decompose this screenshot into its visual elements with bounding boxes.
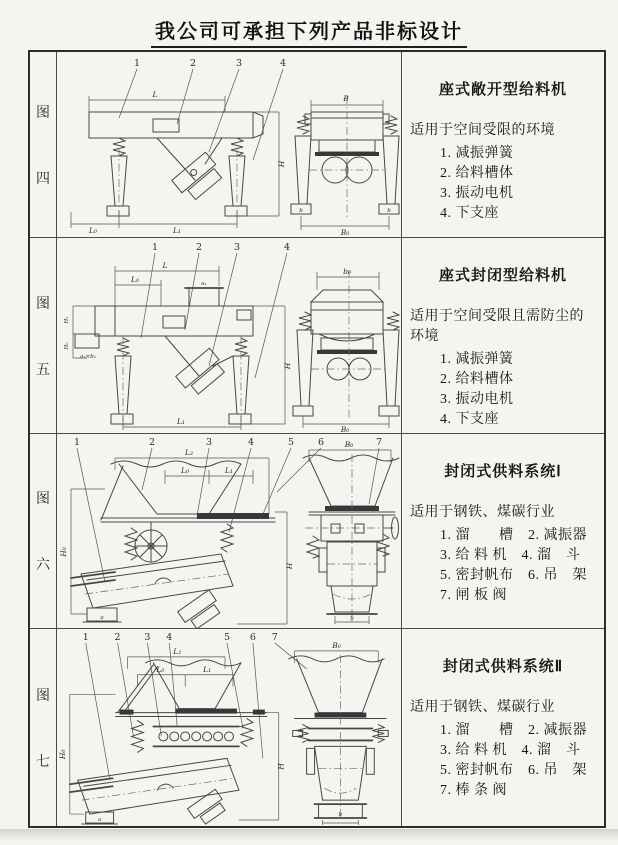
dim-L0: L₀ [89, 226, 97, 235]
dim-L0: L₀ [156, 664, 165, 674]
table-row-fig4 [30, 52, 604, 237]
part-item: 2. 给料槽体 [440, 166, 514, 181]
product-title: 封闭式供料系统Ⅰ [444, 464, 562, 480]
product-title: 座式敞开型给料机 [438, 82, 567, 98]
dim-L2: L₂ [185, 448, 193, 457]
side-view [59, 448, 294, 628]
product-parts-list [410, 144, 596, 224]
figure-label-char: 六 [36, 558, 50, 573]
part-item: 5. 密封帆布 6. 吊 架 [440, 568, 587, 583]
product-title: 封闭式供料系统Ⅱ [442, 659, 564, 675]
callout-1: 1 [151, 242, 159, 253]
dim-a1: a₁ [201, 281, 207, 287]
dim-L1: L₁ [173, 226, 181, 235]
drawing-cell [57, 238, 401, 433]
dim-H: H [283, 362, 292, 370]
callout-2: 2 [114, 631, 121, 643]
figure-label [30, 629, 57, 826]
part-item: 3. 给 料 机 4. 溜 斗 [440, 743, 581, 758]
figure-label [30, 434, 57, 628]
front-view [289, 641, 388, 825]
product-application: 适用于钢铁、煤碳行业 [410, 700, 555, 715]
product-info [401, 434, 604, 628]
dim-L2: L₂ [173, 646, 182, 656]
dim-L1: L₁ [177, 417, 185, 426]
page-title [0, 15, 618, 44]
dim-L1: L₁ [203, 664, 212, 674]
part-item: 1. 减振弹簧 [440, 146, 514, 161]
dim-H1: H₁ [64, 316, 70, 324]
callout-2: 2 [195, 242, 203, 253]
dim-H: H [277, 160, 286, 168]
dim-foot-b: b [387, 208, 391, 214]
part-item: 3. 振动电机 [440, 186, 514, 201]
part-item: 2. 给料槽体 [440, 372, 514, 387]
dim-a: a [98, 817, 102, 824]
vibration-motor [172, 152, 225, 203]
figure-label-char: 五 [36, 362, 50, 378]
dim-B: B [343, 94, 349, 103]
drawing-cell [57, 434, 401, 628]
dim-b: b [338, 812, 343, 819]
product-application: 适用于钢铁、煤碳行业 [410, 505, 555, 520]
part-item: 3. 振动电机 [440, 392, 514, 407]
callout-1: 1 [133, 58, 141, 69]
side-view [58, 647, 286, 826]
technical-drawing-fig7 [57, 629, 401, 826]
table-row-fig5 [30, 237, 604, 433]
front-view [291, 94, 399, 237]
front-view [293, 267, 399, 433]
callout-3: 3 [205, 437, 213, 448]
handwheel-gate-valve [135, 522, 167, 562]
figure-label-char: 图 [36, 688, 50, 704]
dim-H0: H₀ [59, 547, 68, 557]
dim-H: H [276, 763, 286, 770]
callout-2: 2 [189, 58, 197, 69]
callout-7: 7 [375, 437, 383, 448]
callouts [119, 58, 286, 160]
callout-4: 4 [283, 242, 291, 253]
technical-drawing-fig4 [57, 52, 401, 237]
front-view [303, 440, 399, 624]
callouts [83, 632, 307, 778]
product-parts-list [410, 526, 596, 606]
technical-drawing-fig5 [57, 238, 401, 433]
callout-5: 5 [287, 437, 295, 448]
dim-L: L [162, 261, 168, 270]
dim-b0: b₀ [343, 267, 351, 276]
figure-label-char: 图 [36, 296, 50, 312]
dim-foot-b: b [299, 208, 303, 214]
dim-L0: L₀ [181, 466, 189, 475]
callout-2: 2 [148, 437, 156, 448]
callout-4: 4 [279, 58, 287, 69]
product-info [401, 629, 604, 826]
dim-B0: B₀ [340, 425, 350, 433]
vibration-motor [188, 789, 229, 826]
dim-a2b2: a₂×b₂ [80, 354, 96, 360]
callout-6: 6 [317, 437, 325, 448]
callout-4: 4 [247, 437, 255, 448]
product-application: 适用于空间受限的环境 [410, 123, 555, 138]
technical-drawing-fig6 [57, 434, 401, 628]
side-view [64, 261, 292, 430]
drawing-cell [57, 629, 401, 826]
figure-label [30, 52, 57, 237]
dim-L1: L₁ [225, 466, 233, 475]
product-info [401, 52, 604, 237]
callout-1: 1 [82, 631, 89, 643]
dim-H0: H₀ [64, 342, 70, 350]
drawing-cell [57, 52, 401, 237]
dim-a: a [100, 615, 104, 621]
dim-L0: L₀ [131, 275, 139, 284]
figure-label-char: 四 [36, 171, 50, 187]
dim-B0: B₀ [340, 228, 350, 237]
bar-valve [153, 727, 239, 747]
page-title-text: 我公司可承担下列产品非标设计 [151, 21, 467, 48]
part-item: 7. 棒 条 阀 [440, 783, 507, 798]
vibration-motor [178, 590, 223, 628]
figure-label-char: 七 [36, 754, 50, 770]
figure-label [30, 238, 57, 433]
part-item: 1. 溜 槽 2. 减振器 [440, 723, 587, 738]
part-item: 1. 溜 槽 2. 减振器 [440, 528, 587, 543]
product-parts-list [410, 721, 596, 801]
dim-B0: B₀ [332, 640, 341, 650]
product-table [28, 50, 606, 828]
product-application: 适用于空间受限且需防尘的环境 [410, 309, 584, 344]
callout-5: 5 [224, 631, 231, 643]
callout-6: 6 [249, 631, 256, 643]
product-info [401, 238, 604, 433]
figure-label-char: 图 [36, 492, 50, 507]
callout-4: 4 [166, 631, 173, 643]
vibration-motor [176, 348, 228, 398]
callout-3: 3 [144, 631, 151, 643]
part-item: 7. 闸 板 阀 [440, 588, 507, 603]
callout-3: 3 [235, 58, 243, 69]
figure-label-char: 图 [36, 105, 50, 121]
callout-7: 7 [271, 631, 278, 643]
dim-B0: B₀ [344, 440, 354, 449]
callout-1: 1 [73, 437, 81, 448]
part-item: 4. 下支座 [440, 206, 499, 221]
part-item: 1. 减振弹簧 [440, 352, 514, 367]
part-item: 3. 给 料 机 4. 溜 斗 [440, 548, 581, 563]
part-item: 4. 下支座 [440, 412, 499, 427]
product-title: 座式封闭型给料机 [438, 268, 567, 284]
dim-L: L [152, 90, 158, 99]
dim-b: b [350, 616, 354, 622]
product-parts-list [410, 350, 596, 430]
table-row-fig7 [30, 628, 604, 826]
dim-H: H [285, 562, 294, 570]
dim-H0: H₀ [57, 749, 67, 760]
part-item: 5. 密封帆布 6. 吊 架 [440, 763, 587, 778]
table-row-fig6 [30, 433, 604, 628]
side-view [71, 90, 286, 235]
callout-3: 3 [233, 242, 241, 253]
